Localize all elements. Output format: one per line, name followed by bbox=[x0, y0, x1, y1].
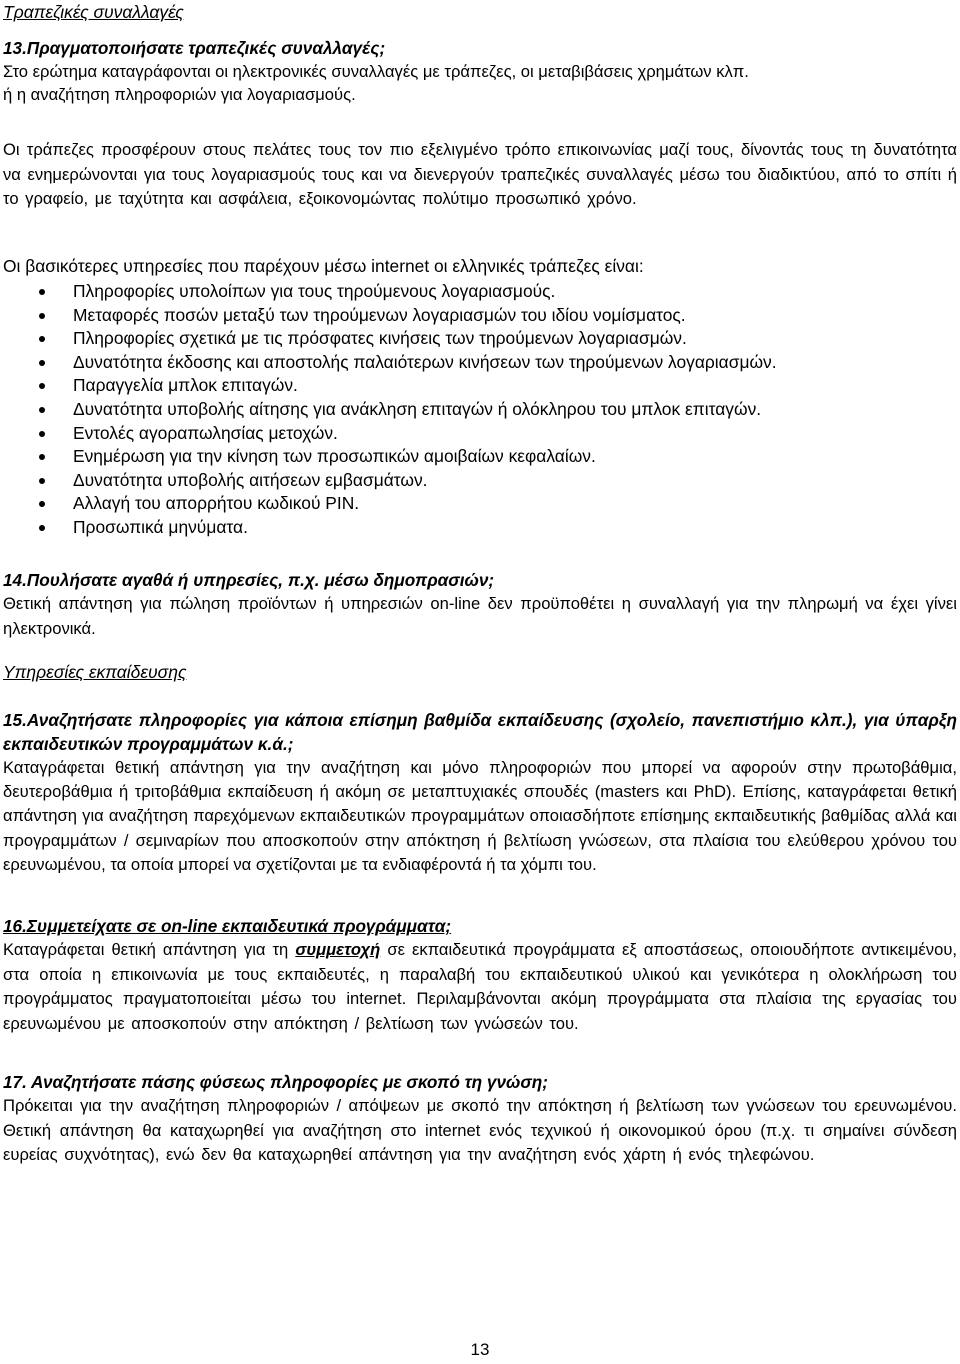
list-item: Δυνατότητα υποβολής αιτήσεων εμβασμάτων. bbox=[3, 469, 957, 493]
list-item: Εντολές αγοραπωλησίας μετοχών. bbox=[3, 422, 957, 446]
question-14-title: 14.Πουλήσατε αγαθά ή υπηρεσίες, π.χ. μέσω δημοπρασιών; bbox=[3, 570, 495, 590]
question-16-paragraph bbox=[3, 938, 957, 1036]
question-17-paragraph: Πρόκειται για την αναζήτηση πληροφοριών / απόψεων με σκοπό την απόκτηση ή βελτίωση των γνώσεων του ερευνωμένου. Θετική απάντηση θα καταχωρηθεί για αναζήτηση στο internet ενός τεχνικού ή οικονομικού όρου (π.χ. τι σημαίνει σύνδεση ευρείας συχνότητας), ενώ δεν θα καταχωρηθεί απάντηση για την αναζήτηση ενός χάρτη ή ενός τηλεφώνου. bbox=[3, 1096, 957, 1165]
list-item: Πληροφορίες υπολοίπων για τους τηρούμενους λογαριασμούς. bbox=[3, 280, 957, 304]
question-16 bbox=[3, 914, 957, 1036]
list-item: Δυνατότητα έκδοσης και αποστολής παλαιότερων κινήσεων των τηρούμενων λογαριασμών. bbox=[3, 351, 957, 375]
question-14 bbox=[3, 568, 957, 641]
question-17 bbox=[3, 1070, 957, 1168]
section-title-banking: Τραπεζικές συναλλαγές bbox=[3, 2, 184, 22]
list-item: Μεταφορές ποσών μεταξύ των τηρούμενων λογαριασμών του ιδίου νομίσματος. bbox=[3, 304, 957, 328]
question-15-paragraph: Καταγράφεται θετική απάντηση για την αναζήτηση και μόνο πληροφοριών που μπορεί να αφορούν στην πρωτοβάθμια, δευτεροβάθμια ή τριτοβάθμια εκπαίδευση ή ακόμη σε μεταπτυχιακές σπουδές (masters και PhD). Επίσης, καταγράφεται θετική απάντηση για αναζήτηση παρεχόμενων εκπαιδευτικών προγραμμάτων οποιασδήποτε επίσημης εκπαιδευτικής βαθμίδας αλλά και προγραμμάτων / σεμιναρίων που αποσκοπούν στην απόκτηση ή βελτίωση γνώσεων, στα πλαίσια του ελεύθερου χρόνου του ερευνωμένου, τα οποία μπορεί να σχετίζονται με τα ενδιαφέροντά ή τα χόμπι του. bbox=[3, 758, 957, 874]
list-item: Ενημέρωση για την κίνηση των προσωπικών αμοιβαίων κεφαλαίων. bbox=[3, 445, 957, 469]
list-item: Παραγγελία μπλοκ επιταγών. bbox=[3, 374, 957, 398]
question-13-services-block bbox=[3, 254, 957, 540]
list-item: Δυνατότητα υποβολής αίτησης για ανάκληση επιταγών ή ολόκληρου του μπλοκ επιταγών. bbox=[3, 398, 957, 422]
question-16-text-after: σε εκπαιδευτικά προγράμματα εξ αποστάσεως, οποιουδήποτε αντικειμένου, στα οποία η επικοινωνία με τους εκπαιδευτές, η παραλαβή του εκπαιδευτικού υλικού και γενικότερα η ολοκλήρωση του προγράμματος πραγματοποιείται μέσω του internet. Περιλαμβάνονται ακόμη προγράμματα στα πλαίσια της εργασίας του ερευνωμένου με αποσκοπούν στην απόκτηση / βελτίωση των γνώσεών του. bbox=[3, 940, 958, 1033]
question-15 bbox=[3, 708, 957, 877]
section-banking bbox=[3, 0, 957, 24]
question-13-paragraph-block bbox=[3, 138, 957, 212]
question-13 bbox=[3, 36, 957, 106]
question-14-paragraph: Θετική απάντηση για πώληση προϊόντων ή υπηρεσιών on-line δεν προϋποθέτει η συναλλαγή για την πληρωμή να έχει γίνει ηλεκτρονικά. bbox=[3, 594, 957, 638]
list-item: Προσωπικά μηνύματα. bbox=[3, 516, 957, 540]
services-list bbox=[3, 280, 957, 540]
question-13-intro-line1: Στο ερώτημα καταγράφονται οι ηλεκτρονικές συναλλαγές με τράπεζες, οι μεταβιβάσεις χρημάτων κλπ. bbox=[3, 62, 749, 81]
question-13-paragraph: Οι τράπεζες προσφέρουν στους πελάτες τους τον πιο εξελιγμένο τρόπο επικοινωνίας μαζί τους, δίνοντάς τους τη δυνατότητα να ενημερώνονται για τους λογαριασμούς τους και να διενεργούν τραπεζικές συναλλαγές μέσω του διαδικτύου, από το σπίτι ή το γραφείο, με ταχύτητα και ασφάλεια, εξοικονομώντας πολύτιμο προσωπικό χρόνο. bbox=[3, 140, 957, 208]
page-number: 13 bbox=[470, 1340, 490, 1359]
list-item: Αλλαγή του απορρήτου κωδικού PIN. bbox=[3, 492, 957, 516]
section-title-education: Υπηρεσίες εκπαίδευσης bbox=[3, 662, 187, 682]
question-15-title: 15.Αναζητήσατε πληροφορίες για κάποια επίσημη βαθμίδα εκπαίδευσης (σχολείο, πανεπιστήμιο κλπ.), για ύπαρξη εκπαιδευτικών προγραμμάτων κ.ά.; bbox=[3, 710, 957, 754]
list-item: Πληροφορίες σχετικά με τις πρόσφατες κινήσεις των τηρούμενων λογαριασμών. bbox=[3, 327, 957, 351]
question-16-emphasis: συμμετοχή bbox=[295, 940, 381, 959]
question-17-title: 17. Αναζητήσατε πάσης φύσεως πληροφορίες με σκοπό τη γνώση; bbox=[3, 1072, 549, 1092]
question-16-text-before: Καταγράφεται θετική απάντηση για τη bbox=[3, 940, 296, 959]
question-13-intro-line2: ή η αναζήτηση πληροφοριών για λογαριασμούς. bbox=[3, 85, 356, 104]
services-intro: Οι βασικότερες υπηρεσίες που παρέχουν μέσω internet οι ελληνικές τράπεζες είναι: bbox=[3, 256, 644, 276]
question-16-title: 16.Συμμετείχατε σε on-line εκπαιδευτικά προγράμματα; bbox=[3, 916, 452, 936]
question-13-title: 13.Πραγματοποιήσατε τραπεζικές συναλλαγές; bbox=[3, 38, 386, 58]
section-education bbox=[3, 660, 957, 684]
